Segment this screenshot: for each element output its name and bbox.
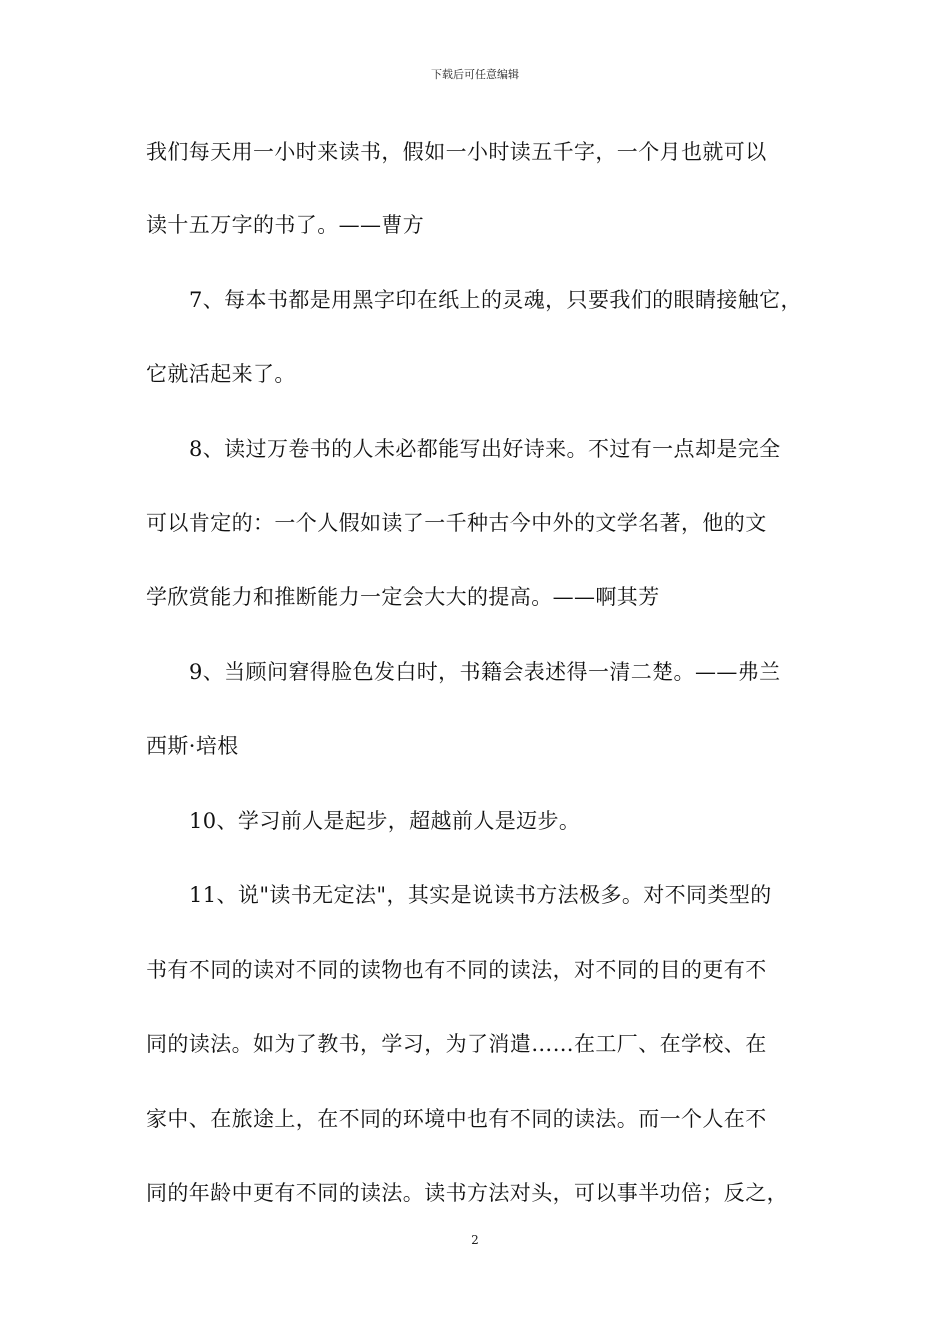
text-line: 同的读法。如为了教书，学习，为了消遣……在工厂、在学校、在 (146, 1032, 767, 1056)
text-line: 可以肯定的：一个人假如读了一千种古今中外的文学名著，他的文 (146, 511, 767, 535)
text-line: 书有不同的读对不同的读物也有不同的读法，对不同的目的更有不 (146, 958, 767, 982)
text-line: 它就活起来了。 (146, 362, 296, 386)
text-line: 10、学习前人是起步，超越前人是迈步。 (189, 809, 581, 833)
text-line: 读十五万字的书了。——曹方 (146, 213, 425, 237)
text-line: 11、说"读书无定法"，其实是说读书方法极多。对不同类型的 (189, 883, 772, 907)
text-line: 7、每本书都是用黑字印在纸上的灵魂，只要我们的眼睛接触它， (189, 288, 802, 312)
text-line: 西斯·培根 (146, 734, 239, 758)
page-number: 2 (471, 1233, 479, 1247)
text-line: 我们每天用一小时来读书，假如一小时读五千字，一个月也就可以 (146, 140, 767, 164)
text-line: 9、当顾问窘得脸色发白时，书籍会表述得一清二楚。——弗兰 (189, 660, 781, 684)
text-line: 家中、在旅途上，在不同的环境中也有不同的读法。而一个人在不 (146, 1107, 767, 1131)
text-line: 8、读过万卷书的人未必都能写出好诗来。不过有一点却是完全 (189, 437, 781, 461)
text-line: 同的年龄中更有不同的读法。读书方法对头，可以事半功倍；反之， (146, 1181, 788, 1205)
page-header: 下载后可任意编辑 (431, 68, 519, 81)
text-line: 学欣赏能力和推断能力一定会大大的提高。——啊其芳 (146, 585, 660, 609)
